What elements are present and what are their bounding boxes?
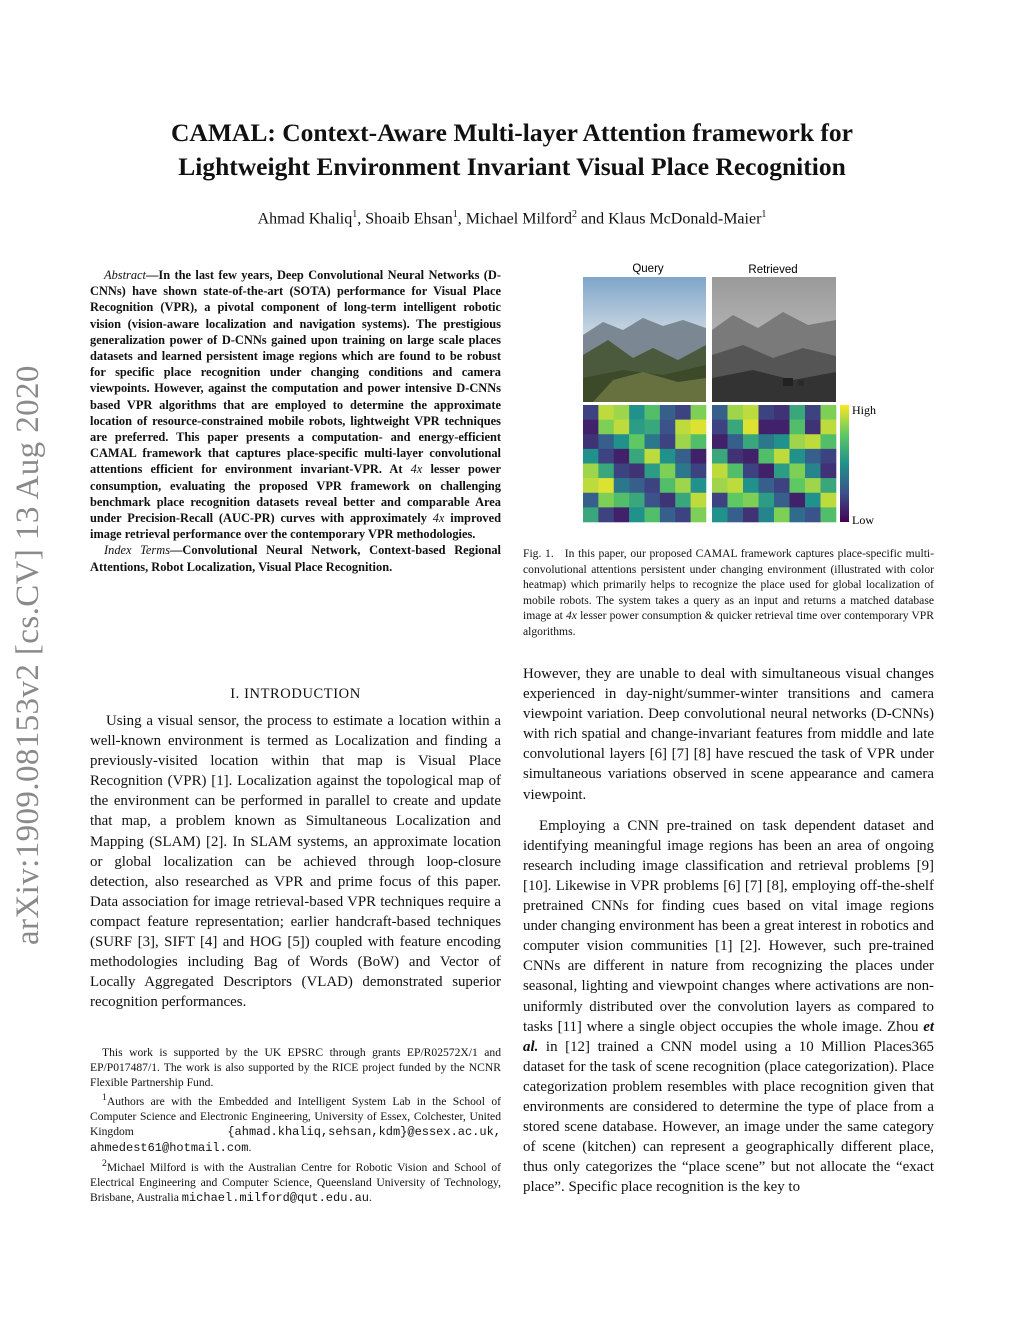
author-affil: 1 — [761, 209, 767, 220]
abstract-label: Abstract — [104, 268, 146, 282]
right-paragraph-2a: Employing a CNN pre-trained on task dependent dataset and identifying meaningful image regions has been an area of ongoing research including image classification and retrieval problems [9] [10]. Likewise in VPR problems [6] [7] [8], employing off-the-shelf pretrained CNNs for finding cues based on vital image regions under changing environment has been a great interest in robotics and computer vision communities [1] [2]. However, such pre-trained CNNs are different in nature from recognizing the places under seasonal, lighting and viewpoint changes where activations are non-uniformly distributed over the convolution layers as compared to tasks [11] where a single object occupies the whole image. Zhou — [523, 817, 934, 1035]
heatmap-cell — [805, 464, 821, 479]
heatmap-cell — [629, 405, 645, 420]
heatmap-cell — [614, 478, 630, 493]
heatmap-cell — [759, 493, 775, 508]
heatmap-cell — [821, 464, 837, 479]
heatmap-cell — [645, 405, 661, 420]
heatmap-cell — [675, 493, 691, 508]
heatmap-cell — [805, 434, 821, 449]
heatmap-cell — [774, 405, 790, 420]
title-line-1: CAMAL: Context-Aware Multi-layer Attention framework for — [171, 118, 853, 147]
heatmap-cell — [821, 405, 837, 420]
heatmap-cell — [743, 405, 759, 420]
abstract-text-3: improved image retrieval performance over the contemporary VPR methodologies. — [90, 511, 501, 542]
author-sep: and — [577, 210, 609, 228]
heatmap-cell — [691, 507, 707, 522]
heatmap-cell — [645, 420, 661, 435]
heatmap-cell — [759, 478, 775, 493]
heatmap-cell — [660, 507, 676, 522]
heatmap-cell — [598, 449, 614, 464]
heatmap-cell — [774, 507, 790, 522]
email-link-1[interactable]: {ahmad.khaliq,sehsan,kdm}@essex.ac.uk, ahmedest61@hotmail.com — [90, 1124, 501, 1155]
heatmap-cell — [743, 434, 759, 449]
heatmap-cell — [712, 405, 728, 420]
author-sep: , — [357, 210, 366, 228]
intro-paragraph: Using a visual sensor, the process to estimate a location within a well-known environment is termed as Localization and finding a previously-visited location within that map is Visual Place Recognition (VPR) [1]. Localization against the topological map of the environment can be performed in parallel to create and update that map, a problem known as Simultaneous Localization and Mapping (SLAM) [2]. In SLAM systems, an approximate location or global localization can be achieved through loop-closure detection, also researched as VPR and prime focus of this paper. Data association for image retrieval-based VPR techniques require a compact feature representation; earlier handcraft-based techniques (SURF [3], SIFT [4] and HOG [5]) coupled with feature encoding methodologies including Bag of Words (BoW) and Vector of Locally Aggregated Descriptors (VLAD) demonstrated superior recognition performances. — [90, 713, 501, 1011]
caption-text-2: lesser power consumption & quicker retrieval time over contemporary VPR algorithms. — [523, 609, 934, 638]
heatmap-cell — [728, 493, 744, 508]
heatmap-cell — [759, 449, 775, 464]
heatmap-cell — [728, 434, 744, 449]
heatmap-cell — [598, 434, 614, 449]
retrieved-image — [712, 277, 836, 402]
figure-1 — [583, 260, 883, 530]
heatmap-cell — [759, 405, 775, 420]
heatmap-cell — [675, 464, 691, 479]
heatmap-cell — [691, 478, 707, 493]
caption-label: Fig. 1. — [523, 547, 554, 560]
heatmap-cell — [774, 478, 790, 493]
author-affil: 1 — [352, 209, 358, 220]
heatmap-cell — [614, 493, 630, 508]
heatmap-cell — [598, 493, 614, 508]
heatmap-cell — [759, 434, 775, 449]
affiliation-footnote-1: $^1$Authors are with the Embedded and Intelligent System Lab in the School of Computer Science and Electronic Engineering, University of Essex, Colchester, United Kingdom {ahmad.khaliq,sehsan,kdm}@essex.ac.uk, ahmedest61@hotmail.com. — [90, 1092, 501, 1155]
heatmap-cell — [583, 434, 599, 449]
heatmap-cell — [614, 420, 630, 435]
heatmap-cell — [691, 493, 707, 508]
heatmap-cell — [598, 420, 614, 435]
heatmap-cell — [790, 493, 806, 508]
heatmap-cell — [660, 405, 676, 420]
heatmap-cell — [660, 434, 676, 449]
heatmap-cell — [598, 478, 614, 493]
abstract-text: In the last few years, Deep Convolutional Neural Networks (D-CNNs) have shown state-of-the-art (SOTA) performance for Visual Place Recognition (VPR), a pivotal component of long-term intelligent robotic vision (vision-aware localization and navigation systems). The prestigious generalization power of D-CNNs gained upon training on large scale places datasets and learned persistent image regions which are found to be robust for specific place recognition under changing conditions and camera viewpoints. However, against the computation and power intensive D-CNNs based VPR algorithms that are employed to determine the approximate location of resource-constrained mobile robots, lightweight VPR techniques are preferred. This paper presents a computation- and energy-efficient CAMAL framework that captures place-specific multi-layer convolutional attentions efficient for environment invariant-VPR. At — [90, 268, 501, 477]
heatmap-cell — [712, 464, 728, 479]
arxiv-stamp: arXiv:1909.08153v2 [cs.CV] 13 Aug 2020 — [10, 365, 46, 945]
author-affil: 1 — [452, 209, 458, 220]
heatmap-colorbar — [840, 405, 849, 522]
heatmap-cell — [660, 493, 676, 508]
heatmap-cell — [743, 420, 759, 435]
heatmap-cell — [629, 449, 645, 464]
heatmap-cell — [790, 449, 806, 464]
heatmap-cell — [743, 493, 759, 508]
heatmap-cell — [614, 405, 630, 420]
heatmap-cell — [712, 493, 728, 508]
author-list — [0, 209, 1024, 228]
abstract-factor-2: 4x — [432, 511, 445, 526]
heatmap-cell — [583, 420, 599, 435]
heatmap-cell — [629, 420, 645, 435]
heatmap-cell — [645, 493, 661, 508]
heatmap-cell — [805, 478, 821, 493]
heatmap-cell — [774, 420, 790, 435]
heatmap-cell — [712, 434, 728, 449]
heatmap-cell — [598, 405, 614, 420]
heatmap-cell — [743, 464, 759, 479]
heatmap-cell — [629, 478, 645, 493]
heatmap-cell — [675, 449, 691, 464]
et-al: et al. — [523, 1018, 934, 1055]
heatmap-cell — [743, 507, 759, 522]
author-name: Klaus McDonald-Maier — [608, 210, 762, 228]
heatmap-cell — [728, 449, 744, 464]
heatmap-cell — [821, 478, 837, 493]
abstract — [90, 267, 501, 575]
heatmap-cell — [691, 449, 707, 464]
heatmap-cell — [743, 449, 759, 464]
heatmap-cell — [805, 493, 821, 508]
title-line-2: Lightweight Environment Invariant Visual Place Recognition — [178, 152, 846, 181]
heatmap-cell — [583, 478, 599, 493]
heatmap-cell — [774, 493, 790, 508]
heatmap-cell — [743, 478, 759, 493]
heatmap-cell — [774, 434, 790, 449]
heatmap-cell — [712, 420, 728, 435]
heatmap-cell — [598, 464, 614, 479]
heatmap-cell — [728, 464, 744, 479]
legend-high-label: High — [852, 403, 876, 417]
retrieved-label: Retrieved — [748, 264, 798, 276]
heatmap-cell — [759, 464, 775, 479]
heatmap-cell — [614, 507, 630, 522]
heatmap-cell — [728, 478, 744, 493]
author-name: Michael Milford — [465, 210, 572, 228]
heatmap-cell — [805, 420, 821, 435]
heatmap-cell — [691, 405, 707, 420]
heatmap-cell — [759, 507, 775, 522]
footnote-1-text: Authors are with the Embedded and Intelligent System Lab in the School of Computer Science and Electronic Engineering, University of Essex, Colchester, United Kingdom — [90, 1094, 501, 1138]
right-paragraph-2 — [523, 816, 934, 1198]
heatmap-cell — [728, 420, 744, 435]
retrieved-attention-heatmap — [712, 405, 836, 522]
heatmap-cell — [645, 434, 661, 449]
footnote-mark: 1 — [102, 1092, 107, 1103]
heatmap-cell — [712, 507, 728, 522]
heatmap-cell — [691, 464, 707, 479]
heatmap-cell — [821, 420, 837, 435]
right-column-body — [523, 664, 934, 1208]
footnote-mark: 2 — [102, 1157, 107, 1169]
heatmap-cell — [728, 405, 744, 420]
heatmap-cell — [691, 420, 707, 435]
heatmap-cell — [645, 478, 661, 493]
heatmap-cell — [675, 507, 691, 522]
heatmap-cell — [629, 507, 645, 522]
author-sep: , — [457, 210, 466, 228]
index-terms-text: Convolutional Neural Network, Context-based Regional Attentions, Robot Localization, Visual Place Recognition. — [90, 543, 502, 574]
heatmap-cell — [691, 434, 707, 449]
author-affil: 2 — [572, 209, 577, 220]
figure-1-graphic — [583, 260, 883, 530]
figure-1-caption — [523, 546, 934, 640]
heatmap-cell — [675, 405, 691, 420]
legend-low-label: Low — [852, 513, 874, 527]
heatmap-cell — [790, 507, 806, 522]
heatmap-cell — [821, 449, 837, 464]
heatmap-cell — [598, 507, 614, 522]
heatmap-cell — [583, 449, 599, 464]
heatmap-cell — [583, 493, 599, 508]
heatmap-cell — [583, 507, 599, 522]
heatmap-cell — [675, 478, 691, 493]
index-terms-label: Index Terms — [104, 543, 171, 558]
heatmap-cell — [821, 493, 837, 508]
heatmap-cell — [821, 434, 837, 449]
heatmap-cell — [774, 449, 790, 464]
email-link-2[interactable]: michael.milford@qut.edu.au — [181, 1190, 370, 1205]
heatmap-cell — [645, 464, 661, 479]
heatmap-cell — [629, 493, 645, 508]
heatmap-cell — [821, 507, 837, 522]
author-name: Ahmad Khaliq — [257, 210, 353, 228]
heatmap-cell — [790, 434, 806, 449]
funding-footnote: This work is supported by the UK EPSRC through grants EP/R02572X/1 and EP/P017487/1. The work is also supported by the RICE project funded by the NCNR Flexible Partnership Fund. — [90, 1046, 501, 1089]
footnotes — [90, 1045, 501, 1206]
query-label: Query — [632, 263, 664, 275]
heatmap-cell — [583, 405, 599, 420]
heatmap-cell — [805, 449, 821, 464]
abstract-text-2: lesser power consumption, evaluating the proposed VPR framework on challenging benchmark place recognition datasets reveal better and comparable Area under Precision-Recall (AUC-PR) curves with approximately — [90, 462, 501, 526]
heatmap-cell — [805, 405, 821, 420]
heatmap-cell — [629, 464, 645, 479]
paper-title — [0, 116, 1024, 184]
section-heading-introduction: I. INTRODUCTION — [230, 686, 361, 702]
affiliation-footnote-2: $^2$Michael Milford is with the Australian Centre for Robotic Vision and School of Electrical Engineering and Computer Science, Queensland University of Technology, Brisbane, Australia michael.milford@qut.edu.au. — [90, 1157, 501, 1205]
index-dash: — — [170, 543, 183, 558]
heatmap-cell — [583, 464, 599, 479]
heatmap-cell — [645, 507, 661, 522]
heatmap-cell — [790, 420, 806, 435]
right-paragraph-2b: in [12] trained a CNN model using a 10 Million Places365 dataset for the task of scene recognition (place categorization). Place categorization problem resembles with place recognition given that environments are considered to determine the type of place from a stored scene database. However, an image under the same category of scene (kitchen) can represent a geographically different place, thus only categorizes the “place scene” but not allocate the “exact place”. Specific place recognition is the key to — [523, 1038, 934, 1196]
heatmap-cell — [629, 434, 645, 449]
heatmap-cell — [614, 434, 630, 449]
heatmap-cell — [790, 478, 806, 493]
heatmap-cell — [660, 449, 676, 464]
heatmap-cell — [712, 449, 728, 464]
heatmap-cell — [712, 478, 728, 493]
heatmap-cell — [805, 507, 821, 522]
introduction-body — [90, 711, 501, 1023]
author-name: Shoaib Ehsan — [365, 210, 453, 228]
caption-text: In this paper, our proposed CAMAL framework captures place-specific multi-convolutional attentions persistent under changing environment (illustrated with color heatmap) which primarily helps to recognize the place used for global localization of mobile robots. The system takes a query as an input and returns a matched database image at — [523, 547, 934, 623]
heatmap-cell — [614, 449, 630, 464]
heatmap-cell — [675, 420, 691, 435]
right-paragraph-1: However, they are unable to deal with simultaneous visual changes experienced in day-night/summer-winter transitions and camera viewpoint variation. Deep convolutional neural networks (D-CNNs) with rich spatial and change-invariant features from middle and late convolutional layers [6] [7] [8] have rescued the task of VPR under simultaneous variations observed in scene appearance and camera viewpoint. — [523, 666, 934, 803]
heatmap-cell — [759, 420, 775, 435]
abstract-factor: 4x — [410, 462, 423, 477]
footnote-2-text: Michael Milford is with the Australian Centre for Robotic Vision and School of Electrical Engineering and Computer Science, Queensland University of Technology, Brisbane, Australia — [90, 1160, 501, 1204]
heatmap-cell — [660, 478, 676, 493]
abstract-dash: — — [146, 268, 159, 282]
heatmap-cell — [728, 507, 744, 522]
query-attention-heatmap — [583, 405, 706, 522]
query-image — [583, 277, 706, 402]
heatmap-cell — [660, 464, 676, 479]
heatmap-cell — [790, 405, 806, 420]
heatmap-cell — [774, 464, 790, 479]
heatmap-cell — [645, 449, 661, 464]
heatmap-cell — [614, 464, 630, 479]
caption-factor: 4x — [565, 609, 577, 623]
heatmap-cell — [660, 420, 676, 435]
heatmap-cell — [675, 434, 691, 449]
heatmap-cell — [790, 464, 806, 479]
